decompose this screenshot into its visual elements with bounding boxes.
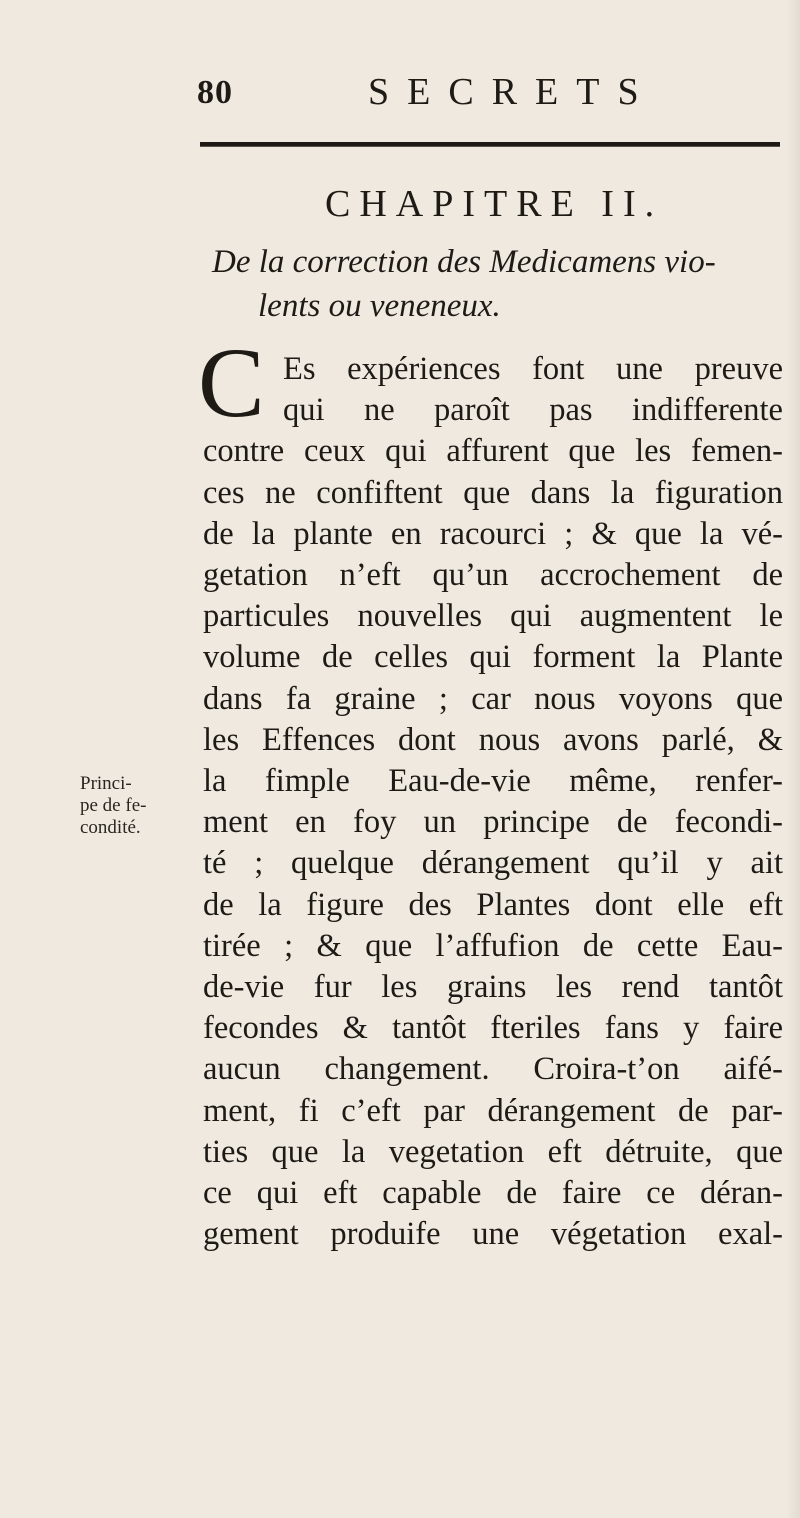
chapter-title-line-2: lents ou veneneux. [258,288,501,324]
body-line: fecondes & tantôt fteriles fans y faire [203,1010,783,1047]
body-line: la fimple Eau-de-vie même, renfer- [203,763,783,800]
body-line: ment, fi c’eft par dérangement de par- [203,1092,783,1129]
header-rule [200,142,780,147]
body-line: ties que la vegetation eft détruite, que [203,1133,783,1170]
body-line: tirée ; & que l’affufion de cette Eau- [203,927,783,964]
chapter-heading: CHAPITRE II. [325,183,664,225]
body-line: Es expériences font une preuve [283,351,783,387]
body-line: aucun changement. Croira-t’on aifé- [203,1051,783,1088]
body-line: les Effences dont nous avons parlé, & [203,721,783,758]
chapter-title [212,240,772,328]
margin-note-line: Princi- [80,773,132,794]
body-line: té ; quelque dérangement qu’il y ait [203,845,783,882]
running-head: SECRETS [368,71,657,113]
body-line: ment en foy un principe de fecondi- [203,804,783,841]
body-line: gement produife une végetation exal- [203,1216,783,1253]
margin-note [80,773,190,839]
margin-note-line: condité. [80,817,141,838]
page-edge-shadow [786,0,800,1518]
margin-note-line: pe de fe- [80,795,147,816]
body-line: dans fa graine ; car nous voyons que [203,680,783,717]
body-line: getation n’eft qu’un accrochement de [203,557,783,594]
chapter-title-line-1: De la correction des Medicamens vio- [212,244,716,280]
body-line: de la plante en racourci ; & que la vé- [203,515,783,552]
body-line: contre ceux qui affurent que les femen- [203,433,783,470]
body-line: de-vie fur les grains les rend tantôt [203,969,783,1006]
body-line: ce qui eft capable de faire ce déran- [203,1175,783,1212]
page-number: 80 [197,74,233,111]
body-line: de la figure des Plantes dont elle eft [203,886,783,923]
body-line: volume de celles qui forment la Plante [203,639,783,676]
body-line: ces ne confiftent que dans la figuration [203,474,783,511]
drop-cap: C [198,327,265,438]
body-line: qui ne paroît pas indifferente [283,392,783,429]
body-paragraph [203,349,783,1255]
body-line: particules nouvelles qui augmentent le [203,598,783,635]
